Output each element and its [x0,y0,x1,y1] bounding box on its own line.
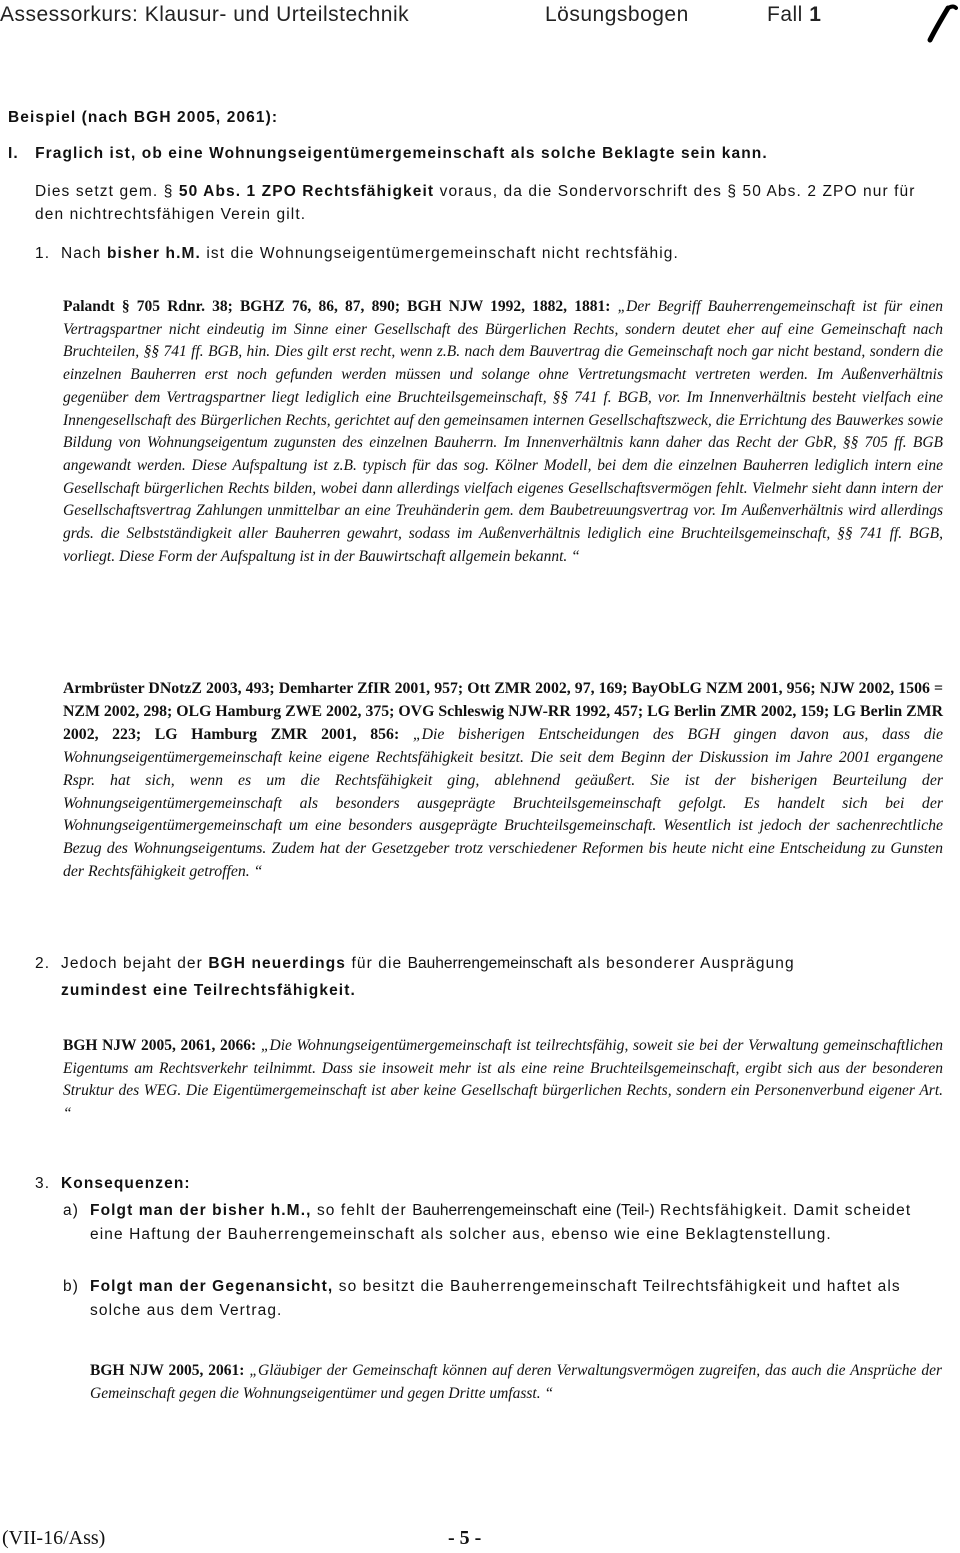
quote-armbruester [63,678,943,884]
point-2-text-3: für die [351,955,403,972]
page-number: - 5 - [448,1527,482,1549]
point-2 [35,950,935,1004]
example-heading: Beispiel (nach BGH 2005, 2061): [8,109,279,126]
point-3a-text-5: Rechtsfähigkeit. Damit scheidet eine Haftung der Bauherrengemeinschaft als solcher aus, ebenso wie eine Beklagtenstellung. [90,1202,912,1243]
point-1-text-3: ist die Wohnungseigentümergemeinschaft nicht rechtsfähig. [206,245,679,262]
quote-4-reference: BGH NJW 2005, 2061: [90,1362,245,1379]
page-header [0,0,960,40]
quote-3-text: „Die Wohnungseigentümergemeinschaft ist teilrechtsfähig, soweit sie bei der Verwaltung gemeinschaftlichen Eigentums am Rechtsverkehr teilnimmt. Dass sie insoweit mehr ist als eine reine Bruchteilsgemeinschaft, ergibt sich aus der besonderen Struktur des WEG. Die Eigentümergemeinschaft ist aber keine Gesellschaft bürgerlichen Rechts, sondern ein Personenverbund eigener Art. “ [63,1037,944,1123]
quote-1-reference: Palandt § 705 Rdnr. 38; BGHZ 76, 86, 87, 890; BGH NJW 1992, 1882, 1881: [63,298,611,315]
point-1-text-1: Nach [60,245,102,262]
quote-bgh-2066 [63,1035,943,1126]
point-3a-teil: eine (Teil-) [582,1202,655,1219]
quote-4-text: „Gläubiger der Gemeinschaft können auf deren Verwaltungsvermögen zugreifen, das auch die Ansprüche der Gemeinschaft gegen die Wohnungseigentümer und gegen Dritte umfasst. “ [90,1362,943,1402]
point-2-bold-bgh: BGH neuerdings [208,955,347,972]
point-3 [35,1172,191,1195]
point-1 [35,242,679,265]
intro-norm: 50 Abs. 1 ZPO Rechtsfähigkeit [178,183,435,200]
intro-text-1: Dies setzt gem. [35,183,159,200]
header-subtitle: Lösungsbogen [545,3,689,26]
intro-para-sign-2: § [727,183,738,200]
header-title: Assessorkurs: Klausur- und Urteilstechnik [0,3,410,26]
point-1-marker: 1. [35,245,51,262]
point-3a-bauherrengemeinschaft: Bauherrengemeinschaft [412,1202,577,1219]
header-case-number: 1 [809,3,822,26]
section-i-text: Fraglich ist, ob eine Wohnungseigentümergemeinschaft als solche Beklagte sein kann. [35,145,768,162]
section-i [8,142,768,165]
footer-code: (VII-16/Ass) [2,1527,106,1549]
point-2-bauherrengemeinschaft: Bauherrengemeinschaft [407,955,573,972]
quote-bgh-2061 [90,1360,942,1405]
checkmark-icon [918,0,958,44]
header-case-label: Fall [767,3,803,26]
point-3a-text-2: so fehlt der [316,1202,407,1219]
intro-text-4: 50 Abs. 2 ZPO nur für den nichtrechtsfähigen Verein gilt. [35,183,916,223]
section-i-marker: I. [8,145,19,162]
quote-2-text: „Die bisherigen Entscheidungen des BGH gingen davon aus, dass die Wohnungseigentümergemeinschaft keine eigene Rechtsfähigkeit besitzt. Die seit dem Beginn der Diskussion im Jahre 2001 ergangene Rspr. hat sich, wenn es um die Rechtsfähigkeit ging, ablehnend geäußert. Sie ist der bisherigen Beurteilung der Wohnungseigentümergemeinschaft als besonders ausgeprägte Bruchteilsgemeinschaft gefolgt. Es handelt sich bei der Wohnungseigentümergemeinschaft um eine besonders ausgeprägte Bruchteilsgemeinschaft. Wesentlich ist jedoch der sachenrechtliche Bezug des Wohnungseigentums. Zudem hat der Gesetzgeber trotz verschiedener Reformen bis heute nicht eine Entscheidung zu Gunsten der Rechtsfähigkeit getroffen. “ [63,725,943,881]
intro-para-sign: § [163,183,174,200]
point-3b-bold: Folgt man der Gegenansicht, [90,1278,334,1295]
quote-1-text: „Der Begriff Bauherrengemeinschaft ist für einen Vertragspartner nicht eindeutig im Sinne einer Gesellschaft des Bürgerlichen Rechts, sondern deutet eher auf eine Gemeinschaft nach Bruchteilen, §§ 741 ff. BGB, hin. Dies gilt erst recht, wenn z.B. nach dem Bauvertrag die Gemeinschaft noch gar nicht bestand, sondern die einzelnen Bauherren erst noch gefunden werden müssen und solange ohne Vertretungsmacht vertreten werden. Im Außenverhältnis gegenüber dem Vertragspartner liegt lediglich eine Bruchteilsgemeinschaft, §§ 741 f. BGB, vor. Im Innenverhältnis besteht vielfach eine Innengesellschaft des Bürgerlichen Rechts, gerichtet auf den gemeinsamen internen Gesellschaftszweck, die Errichtung des Bauwerkes sowie Bildung von Wohnungseigentum zugunsten des einzelnen Bauherrn. Im Innenverhältnis kann daher das Recht der GbR, §§ 705 ff. BGB angewandt werden. Diese Aufspaltung ist z.B. typisch für das sog. Kölner Modell, bei dem die einzelnen Bauherren lediglich intern eine Gesellschaft bürgerlichen Rechts bilden, wobei dann allerdings vielfach eigenes Gesellschaftsvermögen fehlt. Vielmehr sieht dann intern der Gesellschaftsvertrag Zahlungen unmittelbar an eine Treuhänderin gem. dem Baubetreuungsvertrag vor. Im Außenverhältnis wird allerdings grds. die Selbstständigkeit aller Bauherren gewahrt, sodass im Außenverhältnis lediglich eine Bruchteilsgemeinschaft, §§ 741 ff. BGB, vorliegt. Diese Form der Aufspaltung ist in der Bauwirtschaft allgemein bekannt. “ [63,298,943,565]
header-case [767,3,821,27]
point-2-marker: 2. [35,955,51,972]
point-3a-marker: a) [63,1202,79,1219]
quote-palandt [63,296,943,568]
point-3b-marker: b) [63,1278,79,1295]
point-2-text-1: Jedoch bejaht der [60,955,203,972]
intro-text-3: voraus, da die Sondervorschrift des [439,183,722,200]
point-3a [90,1199,942,1247]
point-3-marker: 3. [35,1175,51,1192]
point-2-bold-teilrechtsfaehigkeit: zumindest eine Teilrechtsfähigkeit. [61,982,356,999]
quote-3-reference: BGH NJW 2005, 2061, 2066: [63,1037,257,1054]
intro-paragraph [35,180,935,226]
point-3-heading: Konsequenzen: [60,1175,191,1192]
point-1-bold: bisher h.M. [106,245,201,262]
quote-2-reference: Armbrüster DNotzZ 2003, 493; Demharter ZfIR 2001, 957; Ott ZMR 2002, 97, 169; BayObLG NZM 2001, 956; NJW 2002, 1506 = NZM 2002, 298; OLG Hamburg ZWE 2002, 375; OVG Schleswig NJW-RR 1992, 457; LG Berlin ZMR 2002, 159; LG Berlin ZMR 2002, 223; LG Hamburg ZMR 2001, 856: [63,680,943,743]
point-2-text-5: als besonderer Ausprägung [577,955,795,972]
point-3b-text-2: so besitzt die Bauherrengemeinschaft Teilrechtsfähigkeit und haftet als solche aus dem Vertrag. [90,1278,901,1319]
point-3b [90,1275,942,1323]
point-3a-bold: Folgt man der bisher h.M., [90,1202,312,1219]
